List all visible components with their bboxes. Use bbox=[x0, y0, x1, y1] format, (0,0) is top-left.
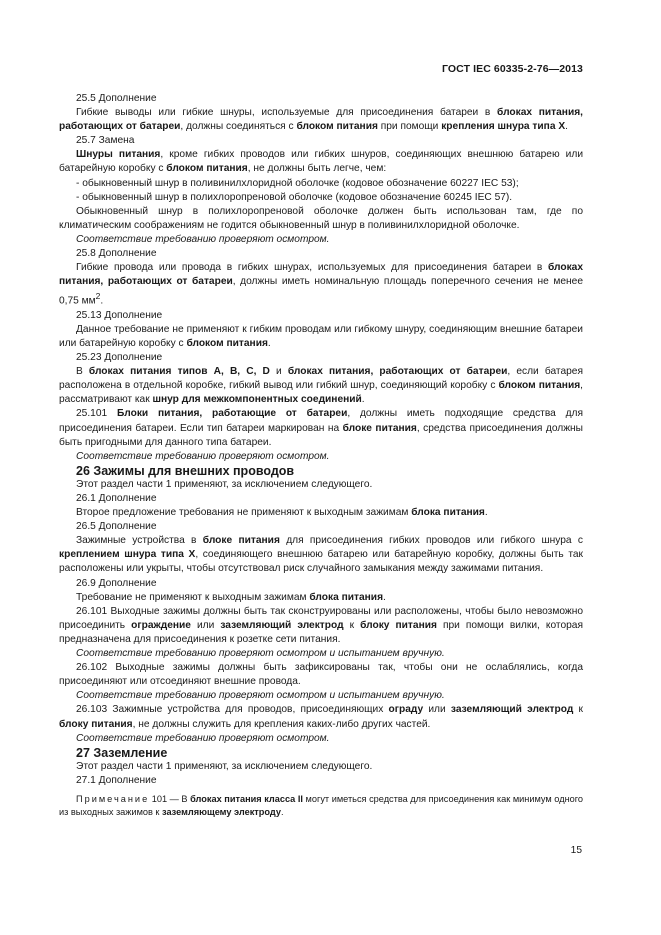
clause-26-101-text: 26.101 Выходные зажимы должны быть так сконструированы или расположены, чтобы было невозможно присоединить ограждение или заземляющий электрод к блоку питания при помощи вилки, которая предназначена для присоединения к розетке сети питания. bbox=[59, 605, 583, 645]
clause-25-5-text: Гибкие выводы или гибкие шнуры, используемые для присоединения батареи в блоках питания, работающих от батареи, должны соединяться с блоком питания при помощи крепления шнура типа X. bbox=[59, 107, 584, 133]
clause-25-8-title: 25.8 Дополнение bbox=[76, 248, 157, 260]
list-item-pvc-cord: - обыкновенный шнур в поливинилхлоридной оболочке (кодовое обозначение 60227 IEC 53); bbox=[76, 177, 519, 189]
clause-25-7-note: Обыкновенный шнур в полихлоропреновой оболочке должен быть использован там, где по климатическим соображениям не годится обыкновенный шнур в поливинилхлоридной оболочке. bbox=[59, 205, 583, 231]
clause-25-23-title: 25.23 Дополнение bbox=[76, 352, 163, 364]
clause-26-5-text: Зажимные устройства в блоке питания для присоединения гибких проводов или гибкого шнура с креплением шнура типа X, соединяющего внешнюю батарею или батарейную коробку, должны быть так расположены или укрыты, чтобы отсутствовал риск случайного замыкания между зажимами питания. bbox=[59, 535, 583, 575]
clause-25-13-text: Данное требование не применяют к гибким проводам или гибкому шнуру, соединяющим внешние батареи или батарейную коробку с блоком питания. bbox=[59, 323, 583, 349]
clause-26-1-title: 26.1 Дополнение bbox=[76, 493, 157, 505]
compliance-check: Соответствие требованию проверяют осмотром. bbox=[76, 450, 330, 462]
document-header: ГОСТ IEC 60335-2-76—2013 bbox=[441, 63, 583, 75]
clause-26-9-text: Требование не применяют к выходным зажимам блока питания. bbox=[76, 591, 386, 603]
clause-25-7-text: Шнуры питания, кроме гибких проводов или гибких шнуров, соединяющих внешнюю батарею или батарейную коробку с блоком питания, не должны быть легче, чем: bbox=[59, 149, 584, 175]
clause-26-102-text: 26.102 Выходные зажимы должны быть зафиксированы так, чтобы они не ослаблялись, когда присоединяют или отсоединяют внешние провода. bbox=[59, 662, 583, 688]
clause-26-9-title: 26.9 Дополнение bbox=[76, 577, 157, 589]
compliance-check: Соответствие требованию проверяют осмотром и испытанием вручную. bbox=[76, 690, 445, 702]
clause-26-5-title: 26.5 Дополнение bbox=[76, 521, 157, 533]
section-27-intro: Этот раздел части 1 применяют, за исключением следующего. bbox=[76, 760, 373, 772]
list-item-polychloroprene-cord: - обыкновенный шнур в полихлоропреновой оболочке (кодовое обозначение 60245 IEC 57). bbox=[76, 191, 513, 203]
note-101: Примечание 101 — В блоках питания класса II могут иметься средства для присоединения как минимум одного из выходных зажимов к заземляющему электроду. bbox=[59, 793, 584, 817]
section-26-heading: 26 Зажимы для внешних проводов bbox=[76, 463, 295, 478]
clause-26-103-text: 26.103 Зажимные устройства для проводов, присоединяющих ограду или заземляющий электрод к блоку питания, не должны служить для крепления каких-либо других частей. bbox=[59, 704, 584, 730]
page-number: 15 bbox=[570, 845, 582, 856]
section-27-heading: 27 Заземление bbox=[76, 745, 168, 760]
compliance-check: Соответствие требованию проверяют осмотром. bbox=[76, 233, 330, 245]
compliance-check: Соответствие требованию проверяют осмотром и испытанием вручную. bbox=[76, 648, 445, 660]
clause-25-13-title: 25.13 Дополнение bbox=[76, 309, 163, 321]
clause-25-8-text: Гибкие провода или провода в гибких шнурах, используемых для присоединения батареи в блоках питания, работающих от батареи, должны иметь номинальную площадь поперечного сечения не менее 0,75 $мм^2$. bbox=[59, 262, 583, 307]
clause-26-1-text: Второе предложение требования не применяют к выходным зажимам блока питания. bbox=[76, 507, 488, 519]
clause-25-7-title: 25.7 Замена bbox=[76, 135, 135, 147]
clause-27-1-title: 27.1 Дополнение bbox=[76, 774, 157, 786]
section-26-intro: Этот раздел части 1 применяют, за исключением следующего. bbox=[76, 478, 373, 490]
clause-25-23-text: В блоках питания типов A, B, C, D и блоках питания, работающих от батареи, если батарея расположена в отдельной коробке, гибкий вывод или гибкий шнур, соединяющий коробку с блоком питания, рассматривают как шнур для межкомпонентных соединений. bbox=[59, 366, 583, 406]
clause-25-5-title: 25.5 Дополнение bbox=[76, 93, 157, 104]
document-body bbox=[59, 92, 583, 819]
compliance-check: Соответствие требованию проверяют осмотром. bbox=[76, 732, 330, 744]
clause-25-101-text: 25.101 Блоки питания, работающие от батареи, должны иметь подходящие средства для присоединения батареи. Если тип батареи маркирован на блоке питания, средства присоединения должны быть пригодными для данного типа батареи. bbox=[59, 408, 583, 448]
